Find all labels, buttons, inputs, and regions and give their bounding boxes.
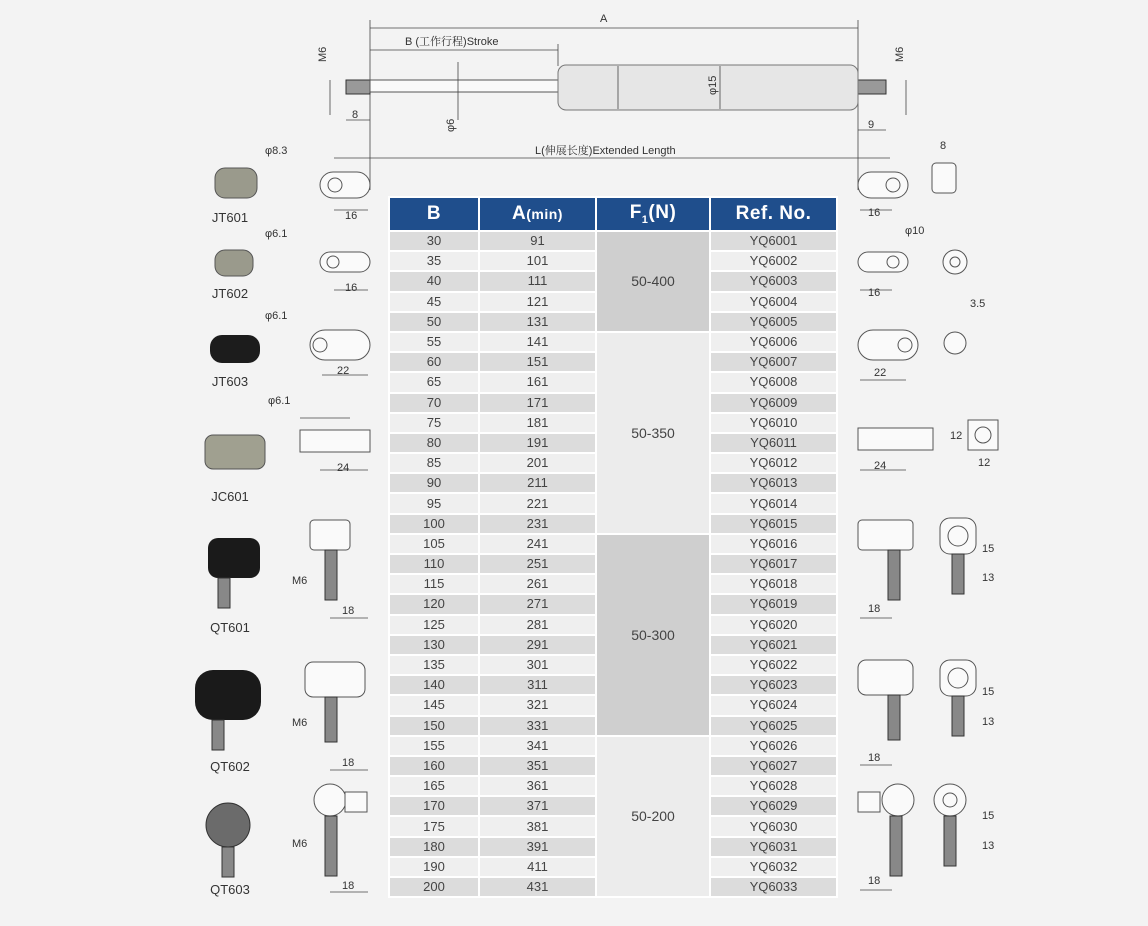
cell-b: 135 [389,655,479,675]
len-right: 9 [868,119,875,131]
cell-b: 40 [389,271,479,291]
cell-ref-no: YQ6025 [710,716,837,736]
jc601-photo [205,435,265,469]
r3-extra: 3.5 [970,298,986,310]
qt602-thread: M6 [292,717,308,729]
cell-ref-no: YQ6024 [710,695,837,715]
cell-a-min: 331 [479,716,596,736]
cell-ref-no: YQ6020 [710,615,837,635]
cell-ref-no: YQ6016 [710,534,837,554]
table-row [389,332,837,352]
r4-extra1: 12 [950,430,963,442]
cell-force-range: 50-400 [596,231,710,332]
cell-ref-no: YQ6003 [710,271,837,291]
header-b: B [389,197,479,231]
r4-len: 24 [874,460,887,472]
qt602-label: QT602 [210,759,250,774]
jt602-label: JT602 [211,286,249,301]
dim-a: A [600,13,608,25]
qt603-photo [206,803,250,847]
jt601-dia: φ8.3 [265,145,288,157]
jt602-len: 16 [345,282,358,294]
cell-a-min: 221 [479,493,596,513]
qt603-thread: M6 [292,838,308,850]
cell-b: 155 [389,736,479,756]
cell-ref-no: YQ6013 [710,473,837,493]
table-body [389,231,837,897]
cell-ref-no: YQ6029 [710,796,837,816]
cell-a-min: 301 [479,655,596,675]
r4-extra2: 12 [978,457,991,469]
r3-len: 22 [874,367,887,379]
cell-ref-no: YQ6002 [710,251,837,271]
cell-a-min: 431 [479,877,596,897]
r7-extra1: 15 [982,810,995,822]
dia-body: φ15 [707,75,719,95]
cell-ref-no: YQ6009 [710,393,837,413]
cell-ref-no: YQ6030 [710,816,837,836]
cell-b: 65 [389,372,479,392]
cell-a-min: 341 [479,736,596,756]
cell-ref-no: YQ6015 [710,514,837,534]
cell-a-min: 141 [479,332,596,352]
cell-b: 170 [389,796,479,816]
cell-ref-no: YQ6017 [710,554,837,574]
cell-a-min: 131 [479,312,596,332]
cell-a-min: 371 [479,796,596,816]
qt603-label: QT603 [210,882,250,897]
r5-extra1: 15 [982,543,995,555]
cell-b: 180 [389,837,479,857]
cell-ref-no: YQ6005 [710,312,837,332]
cell-b: 145 [389,695,479,715]
cell-a-min: 311 [479,675,596,695]
cell-a-min: 351 [479,756,596,776]
spec-table [388,196,838,898]
cell-ref-no: YQ6026 [710,736,837,756]
qt602-len: 18 [342,757,355,769]
cell-b: 165 [389,776,479,796]
qt602-photo [195,670,261,720]
cell-b: 190 [389,857,479,877]
cell-ref-no: YQ6007 [710,352,837,372]
jt601-len: 16 [345,210,358,222]
table-row [389,231,837,251]
cell-b: 110 [389,554,479,574]
cell-b: 60 [389,352,479,372]
cell-ref-no: YQ6001 [710,231,837,251]
table-row [389,534,837,554]
len-left: 8 [352,109,359,121]
cell-a-min: 281 [479,615,596,635]
cell-force-range: 50-350 [596,332,710,534]
thread-left: M6 [317,46,329,62]
cell-b: 95 [389,493,479,513]
right-fittings [858,163,998,890]
r2-extra: φ10 [905,225,925,237]
r1-len: 16 [868,207,881,219]
qt601-label: QT601 [210,620,250,635]
jt603-label: JT603 [211,374,249,389]
qt601-len: 18 [342,605,355,617]
cell-a-min: 261 [479,574,596,594]
jt601-label: JT601 [211,210,249,225]
cell-b: 200 [389,877,479,897]
left-fittings [300,172,370,892]
cell-force-range: 50-200 [596,736,710,898]
cell-ref-no: YQ6004 [710,292,837,312]
cell-b: 150 [389,716,479,736]
cell-a-min: 271 [479,594,596,614]
cell-ref-no: YQ6022 [710,655,837,675]
jt602-dia: φ6.1 [265,228,288,240]
table-row [389,736,837,756]
cell-a-min: 121 [479,292,596,312]
qt601-thread: M6 [292,575,308,587]
cell-force-range: 50-300 [596,534,710,736]
cell-ref-no: YQ6012 [710,453,837,473]
cell-a-min: 111 [479,271,596,291]
cell-ref-no: YQ6010 [710,413,837,433]
header-f1: $F_1(N)$ [596,197,710,231]
cell-b: 160 [389,756,479,776]
r6-len: 18 [868,752,881,764]
cell-b: 100 [389,514,479,534]
cell-a-min: 381 [479,816,596,836]
cell-b: 85 [389,453,479,473]
cell-a-min: 231 [479,514,596,534]
cell-a-min: 191 [479,433,596,453]
cell-b: 75 [389,413,479,433]
jc601-dia: φ6.1 [268,395,291,407]
cell-ref-no: YQ6027 [710,756,837,776]
cell-a-min: 101 [479,251,596,271]
cell-a-min: 361 [479,776,596,796]
cell-a-min: 161 [479,372,596,392]
r5-len: 18 [868,603,881,615]
cell-b: 30 [389,231,479,251]
cell-ref-no: YQ6033 [710,877,837,897]
cell-b: 120 [389,594,479,614]
header-ref: Ref. No. [710,197,837,231]
cell-a-min: 151 [479,352,596,372]
r5-extra2: 13 [982,572,995,584]
cell-a-min: 201 [479,453,596,473]
cell-ref-no: YQ6018 [710,574,837,594]
r6-extra1: 15 [982,686,995,698]
cell-b: 45 [389,292,479,312]
dim-l: L(伸展长度)Extended Length [535,145,676,157]
jt603-dia: φ6.1 [265,310,288,322]
cell-ref-no: YQ6014 [710,493,837,513]
cell-b: 105 [389,534,479,554]
r7-len: 18 [868,875,881,887]
jc601-label: JC601 [211,489,249,504]
cell-ref-no: YQ6028 [710,776,837,796]
cell-a-min: 411 [479,857,596,877]
r6-extra2: 13 [982,716,995,728]
cell-b: 55 [389,332,479,352]
cell-a-min: 211 [479,473,596,493]
header-a: A(min) [479,197,596,231]
cell-ref-no: YQ6019 [710,594,837,614]
cell-a-min: 171 [479,393,596,413]
cell-ref-no: YQ6031 [710,837,837,857]
cell-ref-no: YQ6006 [710,332,837,352]
jt602-photo [215,250,253,276]
r2-len: 16 [868,287,881,299]
cell-b: 175 [389,816,479,836]
cell-ref-no: YQ6021 [710,635,837,655]
cell-b: 90 [389,473,479,493]
cell-ref-no: YQ6011 [710,433,837,453]
cell-b: 115 [389,574,479,594]
gas-spring-drawing [317,13,906,190]
r7-extra2: 13 [982,840,995,852]
cell-a-min: 241 [479,534,596,554]
cell-a-min: 251 [479,554,596,574]
cell-a-min: 391 [479,837,596,857]
cell-a-min: 321 [479,695,596,715]
cell-b: 50 [389,312,479,332]
jc601-len: 24 [337,462,350,474]
qt601-photo [208,538,260,578]
jt603-len: 22 [337,365,350,377]
cell-a-min: 91 [479,231,596,251]
table-header-row [389,197,837,231]
dim-b-stroke: B (工作行程)Stroke [405,36,499,48]
cell-b: 80 [389,433,479,453]
cell-ref-no: YQ6023 [710,675,837,695]
cell-b: 130 [389,635,479,655]
r1-extra: 8 [940,140,947,152]
dia-rod: φ6 [445,118,457,132]
jt603-photo [210,335,260,363]
jt601-photo [215,168,257,198]
cell-a-min: 181 [479,413,596,433]
cell-b: 140 [389,675,479,695]
qt603-len: 18 [342,880,355,892]
cell-ref-no: YQ6008 [710,372,837,392]
thread-right: M6 [894,46,906,62]
cell-ref-no: YQ6032 [710,857,837,877]
cell-a-min: 291 [479,635,596,655]
cell-b: 35 [389,251,479,271]
cell-b: 125 [389,615,479,635]
cell-b: 70 [389,393,479,413]
